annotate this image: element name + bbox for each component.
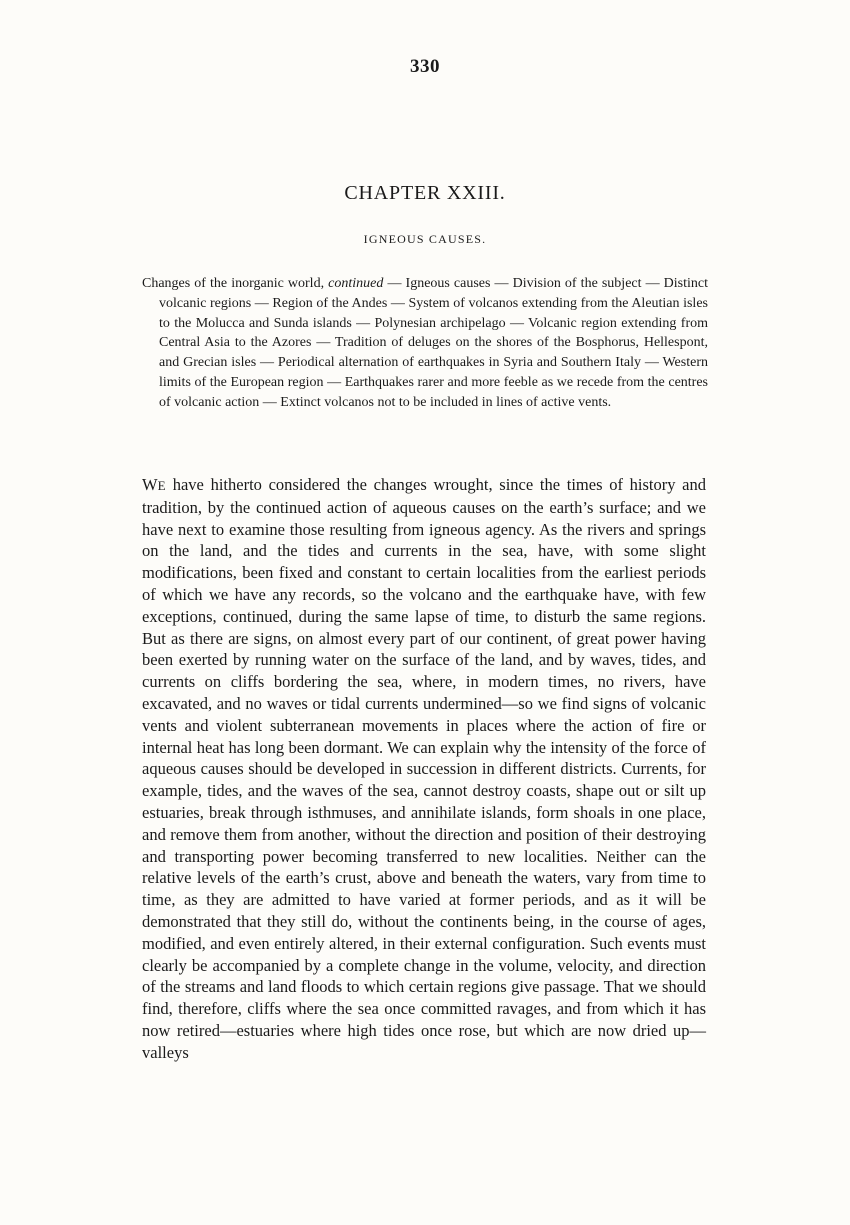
summary-lead: Changes of the inorganic world, — [142, 276, 329, 291]
summary-rest: — Igneous causes — Division of the subject — Distinct volcanic regions — Region of the Andes — System of volcanos extending from the Aleutian isles to the Molucca and Sunda islands — Polynesian archipelago — Volcanic region extending from Central Asia to the Azores — Tradition of deluges on the shores of the Bosphorus, Hellespont, and Grecian isles — Periodical alternation of earthquakes in Syria and Southern Italy — Western limits of the European region — Earthquakes rarer and more feeble as we recede from the centres of volcanic action — Extinct volcanos not to be included in lines of active vents. — [159, 276, 708, 410]
body-paragraph — [142, 474, 706, 1064]
chapter-summary — [142, 274, 708, 413]
body-text: have hitherto considered the changes wrought, since the times of history and tradition, by the continued action of aqueous causes on the earth’s surface; and we have next to examine those resulting from igneous agency. As the rivers and springs on the land, and the tides and currents in the sea, have, with some slight modifications, been fixed and constant to certain localities from the earliest periods of which we have any records, so the volcano and the earthquake have, with few exceptions, continued, during the same lapse of time, to disturb the same regions. But as there are signs, on almost every part of our continent, of great power having been exerted by running water on the surface of the land, and by waves, tides, and currents on cliffs bordering the sea, where, in modern times, no rivers, have excavated, and no waves or tidal currents undermined—so we find signs of volcanic vents and violent subterranean movements in places where the action of fire or internal heat has long been dormant. We can explain why the intensity of the force of aqueous causes should be developed in succession in different districts. Currents, for example, tides, and the waves of the sea, cannot destroy coasts, shape out or silt up estuaries, break through isthmuses, and annihilate islands, form shoals in one place, and remove them from another, without the direction and position of their destroying and transporting power becoming transferred to new localities. Neither can the relative levels of the earth’s crust, above and beneath the waters, vary from time to time, as they are admitted to have varied at former periods, and as it will be demonstrated that they still do, without the continents being, in the course of ages, modified, and even entirely altered, in their external configuration. Such events must clearly be accompanied by a complete change in the volume, velocity, and direction of the streams and land floods to which certain regions give passage. That we should find, therefore, cliffs where the sea once committed ravages, and from which it has now retired—estuaries where high tides once rose, but which are now dried up—valleys — [142, 475, 706, 1062]
body-initial: W — [142, 475, 158, 494]
page-number: 330 — [410, 56, 440, 77]
body-initial-rest: E — [157, 478, 167, 493]
summary-lead-italic: continued — [328, 276, 384, 291]
chapter-title: CHAPTER XXIII. — [344, 182, 506, 204]
section-title: IGNEOUS CAUSES. — [363, 232, 487, 246]
